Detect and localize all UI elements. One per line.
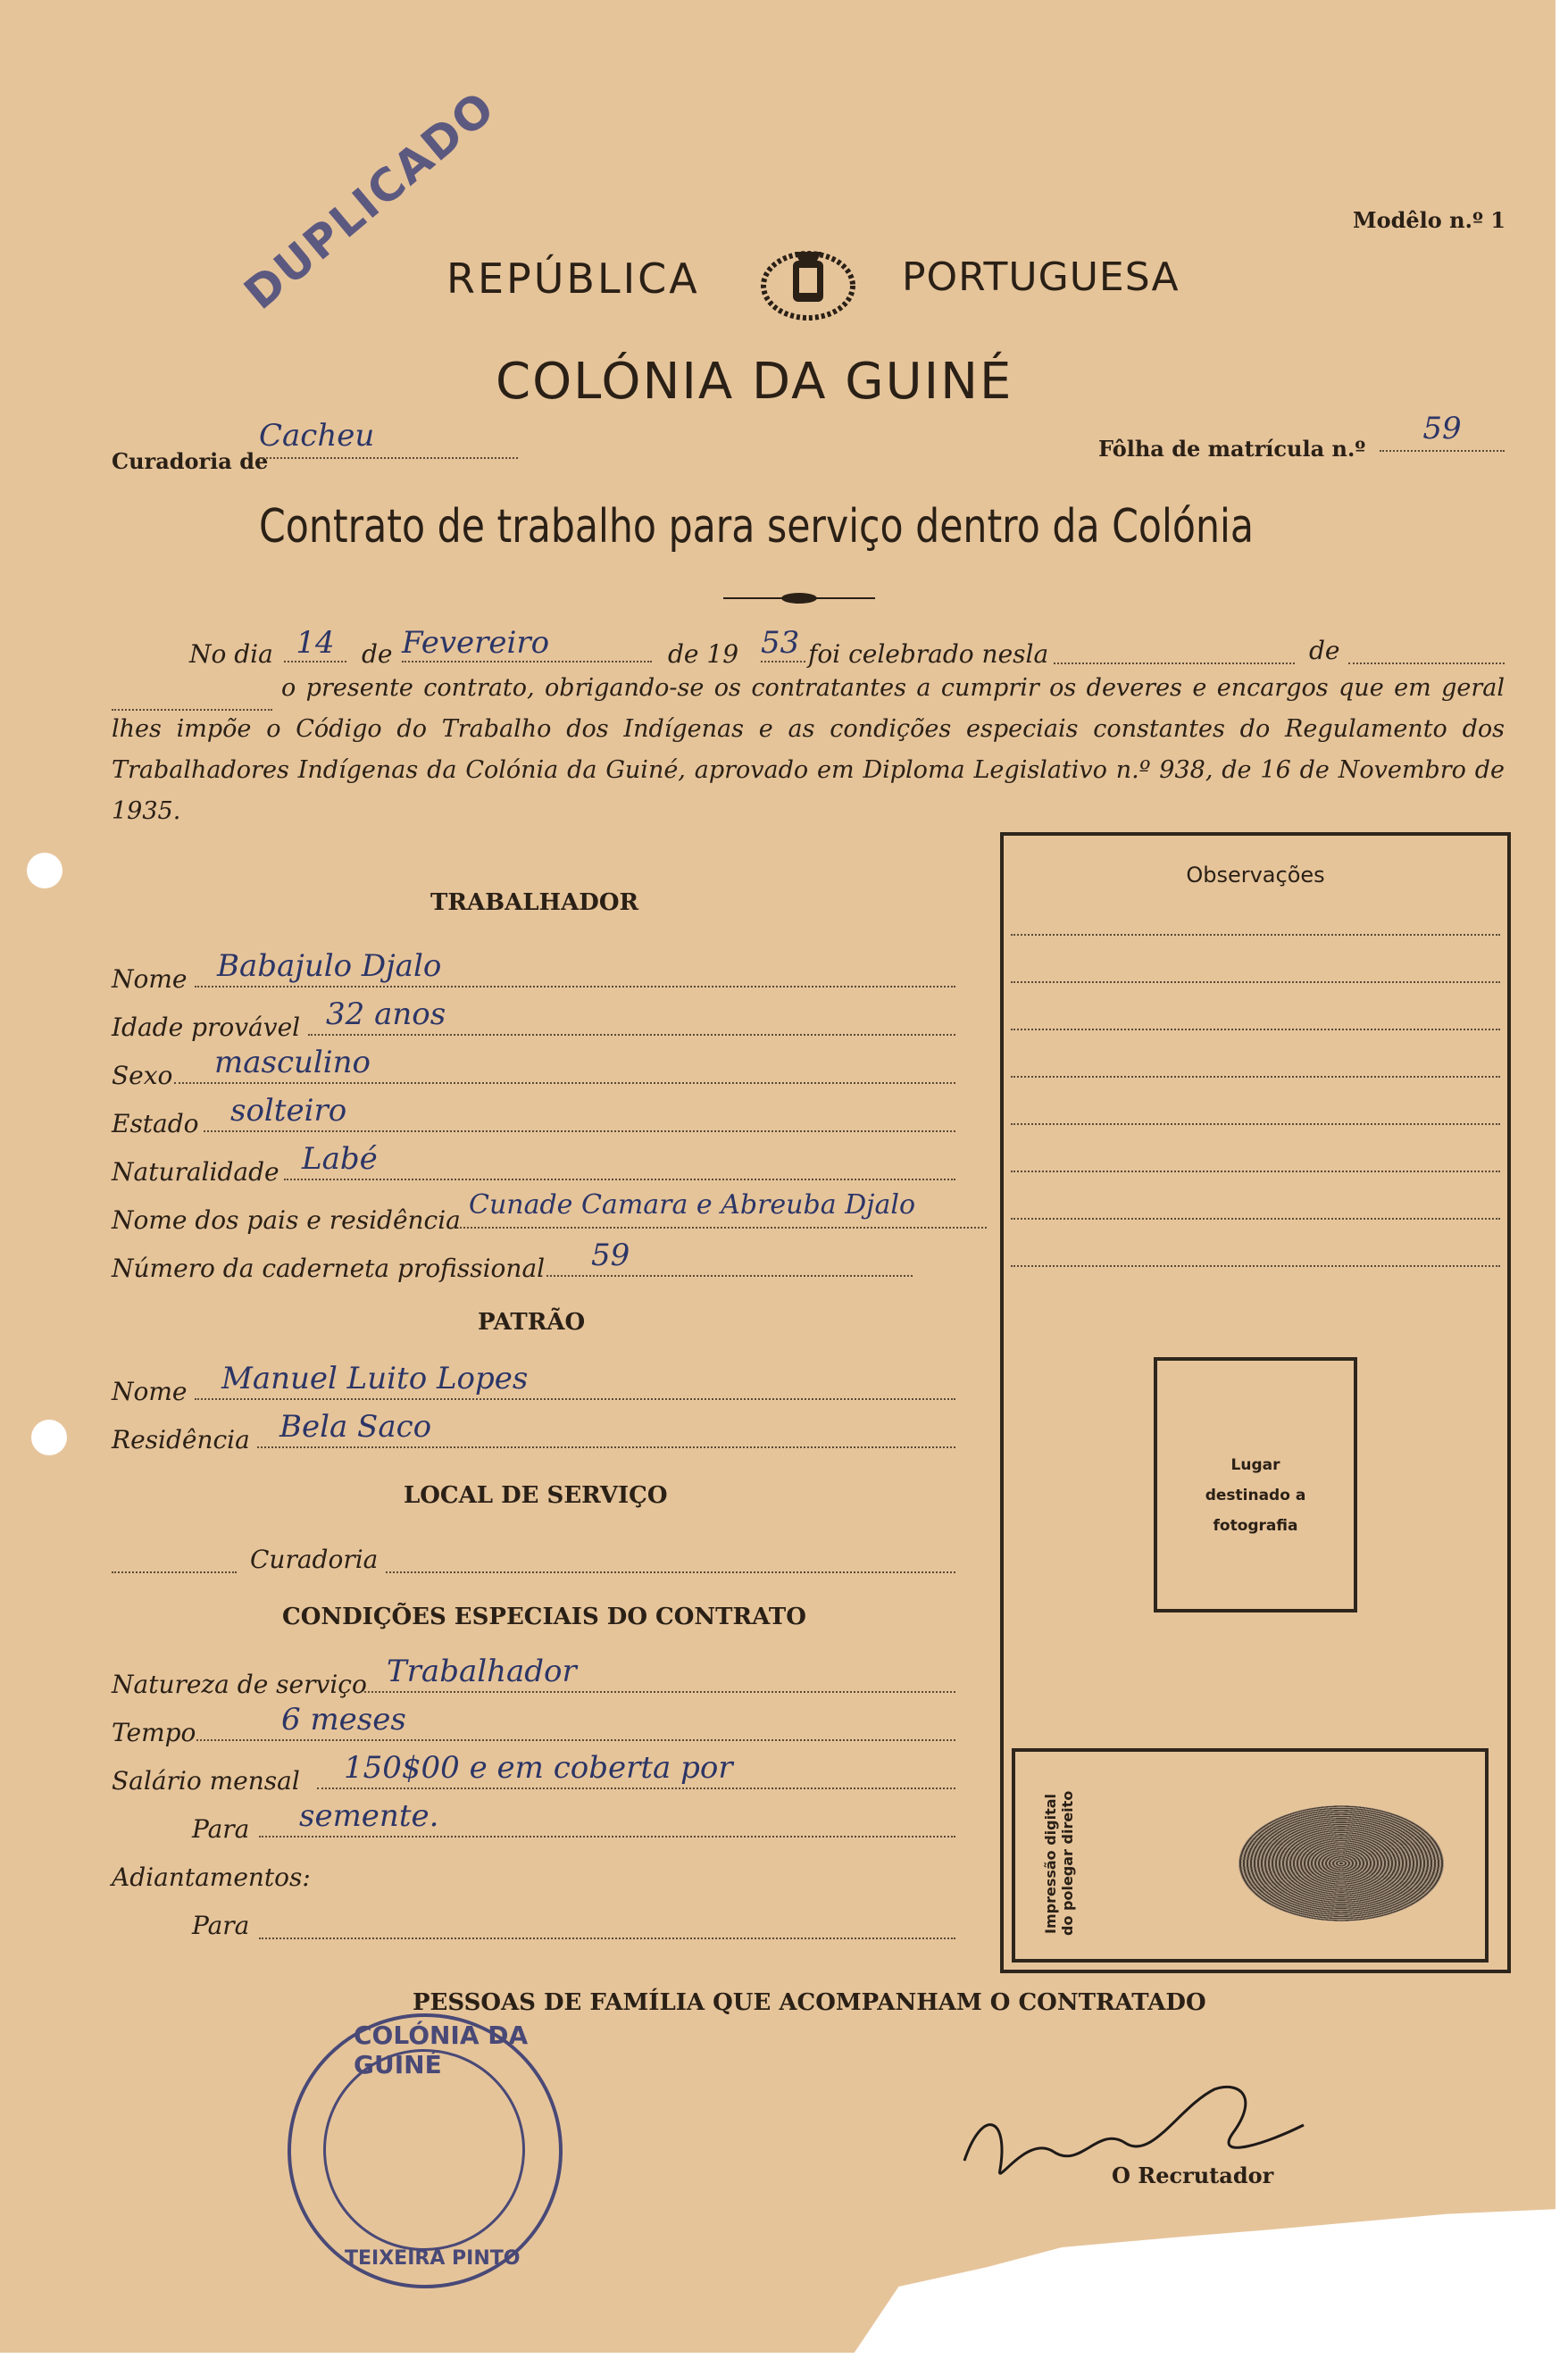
trab-idade-label: Idade provável: [112, 1012, 301, 1042]
trab-estado-value: [204, 1093, 955, 1132]
cond-tempo-text: 6 meses: [281, 1702, 406, 1738]
official-stamp: [288, 2013, 563, 2288]
observacoes-line: [1011, 981, 1500, 983]
trab-estado-text: solteiro: [230, 1093, 347, 1129]
local-blank-after: [386, 1545, 955, 1573]
trab-caderneta-label: Número da caderneta profissional: [112, 1254, 546, 1283]
observacoes-heading: Observações: [1186, 862, 1325, 888]
punch-hole: [27, 853, 63, 888]
local-blank-before: [112, 1545, 237, 1573]
cond-para-label: Para: [192, 1814, 250, 1844]
model-number: Modêlo n.º 1: [1353, 207, 1505, 233]
intro-no-dia: No dia: [189, 639, 273, 669]
cond-tempo-label: Tempo: [112, 1718, 196, 1747]
photo-label: Lugar destinado a fotografia: [1205, 1456, 1306, 1535]
trab-naturalidade-label: Naturalidade: [112, 1157, 279, 1187]
cond-tempo-value: [196, 1702, 955, 1741]
colony-title: COLÓNIA DA GUINÉ: [496, 353, 1013, 411]
patrao-nome-label: Nome: [112, 1377, 188, 1406]
folha-label: Fôlha de matrícula n.º: [1098, 436, 1366, 462]
cond-natureza-text: Trabalhador: [387, 1654, 577, 1689]
cond-natureza-value: [364, 1654, 955, 1693]
cond-adiantamentos-label: Adiantamentos:: [112, 1862, 311, 1892]
thumbprint-label: Impressão digital do polegar direito: [1042, 1790, 1076, 1937]
observacoes-line: [1011, 934, 1500, 936]
patrao-nome-text: Manuel Luito Lopes: [221, 1361, 529, 1396]
thumbprint-box: [1012, 1748, 1489, 1962]
republic-left: REPÚBLICA: [446, 254, 700, 303]
punch-hole: [31, 1420, 67, 1455]
intro-place2-blank: [1348, 636, 1505, 664]
trab-idade-text: 32 anos: [326, 996, 446, 1032]
familia-heading: PESSOAS DE FAMÍLIA QUE ACOMPANHAM O CONTRATADO: [413, 1989, 1206, 2016]
patrao-nome-value: [195, 1361, 955, 1400]
trab-sexo-text: masculino: [214, 1045, 371, 1080]
cond-para2-blank: [259, 1911, 955, 1939]
curadoria-value: Cacheu: [259, 418, 518, 459]
cond-salario-label: Salário mensal: [112, 1766, 300, 1796]
trab-pais-label: Nome dos pais e residência: [112, 1205, 461, 1235]
intro-celebrado: foi celebrado nesla: [808, 639, 1049, 669]
patrao-heading: PATRÃO: [478, 1309, 586, 1336]
observacoes-line: [1011, 1171, 1500, 1172]
intro-month: Fevereiro: [402, 625, 652, 662]
cond-salario-text: 150$00 e em coberta por: [344, 1750, 733, 1786]
observacoes-line: [1011, 1076, 1500, 1078]
trab-nome-label: Nome: [112, 964, 188, 994]
observacoes-line: [1011, 1265, 1500, 1267]
coat-of-arms-icon: [759, 243, 857, 323]
intro-body: o presente contrato, obrigando-se os contratantes a cumprir os deveres e encargos que em geral lhes impõe o Código do Trabalho dos Indígenas e as condições especiais constantes do Regulamento dos Trabalhadores Indígenas da Colónia da Guiné, aprovado em Diploma Legislativo n.º 938, de 16 de Novembro de 1935.: [112, 674, 1505, 825]
document-title: Contrato de trabalho para serviço dentro da Colónia: [259, 500, 1254, 554]
stamp-text: COLÓNIA DA GUINÉ: [354, 2021, 529, 2079]
trab-idade-value: [308, 996, 955, 1036]
trab-nome-value: [195, 948, 955, 988]
trab-estado-label: Estado: [112, 1109, 199, 1138]
curadoria-label: Curadoria de: [112, 448, 269, 474]
duplicate-stamp: DUPLICADO: [234, 80, 505, 320]
observacoes-line: [1011, 1123, 1500, 1125]
trab-caderneta-text: 59: [591, 1238, 630, 1273]
cond-para2-label: Para: [192, 1911, 250, 1940]
trab-sexo-label: Sexo: [112, 1061, 173, 1090]
intro-year: 53: [761, 625, 805, 662]
stamp-bottom-text: TEIXEIRA PINTO: [345, 2247, 521, 2270]
ornament-divider: [723, 589, 875, 607]
patrao-residencia-text: Bela Saco: [279, 1409, 432, 1445]
trab-pais-text: Cunade Camara e Abreuba Djalo: [469, 1189, 916, 1221]
trab-nome-text: Babajulo Djalo: [217, 948, 442, 984]
condicoes-heading: CONDIÇÕES ESPECIAIS DO CONTRATO: [282, 1604, 806, 1630]
cond-para-value: [259, 1798, 955, 1838]
recrutador-label: O Recrutador: [1112, 2162, 1274, 2188]
trab-sexo-value: [174, 1045, 955, 1084]
trab-naturalidade-value: [284, 1141, 955, 1180]
republic-right: PORTUGUESA: [902, 254, 1180, 300]
local-heading: LOCAL DE SERVIÇO: [404, 1482, 668, 1509]
trab-caderneta-value: [546, 1238, 913, 1277]
cond-salario-value: [317, 1750, 955, 1789]
intro-day: 14: [284, 625, 346, 662]
intro-de: de: [362, 639, 393, 669]
patrao-residencia-value: [257, 1409, 955, 1448]
folha-value: 59: [1380, 411, 1505, 452]
cond-para-text: semente.: [299, 1798, 439, 1834]
intro-place-blank: [1054, 636, 1295, 664]
intro-de2: de: [1309, 636, 1340, 665]
trabalhador-heading: TRABALHADOR: [430, 889, 639, 916]
patrao-residencia-label: Residência: [112, 1425, 250, 1454]
local-curadoria-label: Curadoria: [250, 1545, 379, 1574]
observacoes-line: [1011, 1029, 1500, 1030]
observacoes-line: [1011, 1218, 1500, 1220]
trab-naturalidade-text: Labé: [302, 1141, 378, 1177]
intro-de-year: de 19: [668, 639, 739, 669]
fingerprint-icon: [1239, 1805, 1444, 1921]
photo-placeholder: [1154, 1357, 1357, 1612]
trab-pais-value: [460, 1189, 987, 1229]
cond-natureza-label: Natureza de serviço: [112, 1670, 367, 1699]
